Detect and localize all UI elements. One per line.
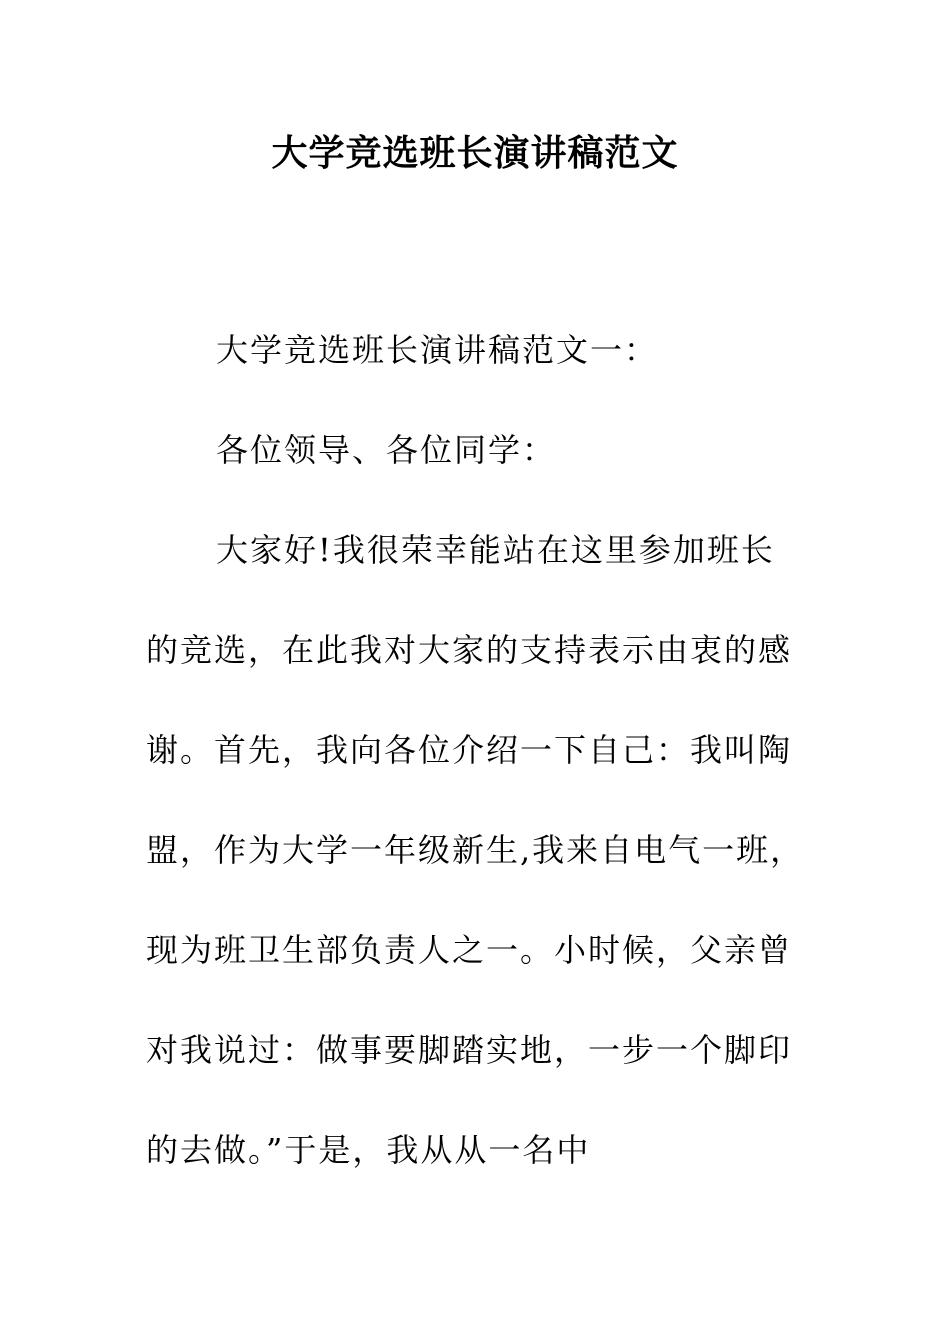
paragraph-heading: 大学竞选班长演讲稿范文一：: [216, 331, 659, 369]
paragraph-salutation: 各位领导、各位同学：: [216, 431, 557, 469]
document-body: [146, 300, 806, 1200]
document-title: 大学竞选班长演讲稿范文: [271, 132, 679, 174]
paragraph-body: 大家好!我很荣幸能站在这里参加班长的竞选，在此我对大家的支持表示由衷的感谢。首先，我向各位介绍一下自己：我叫陶盟，作为大学一年级新生,我来自电气一班，现为班卫生部负责人之一。小时候，父亲曾对我说过：做事要脚踏实地，一步一个脚印的去做。”于是，我从从一名中: [146, 531, 805, 1169]
